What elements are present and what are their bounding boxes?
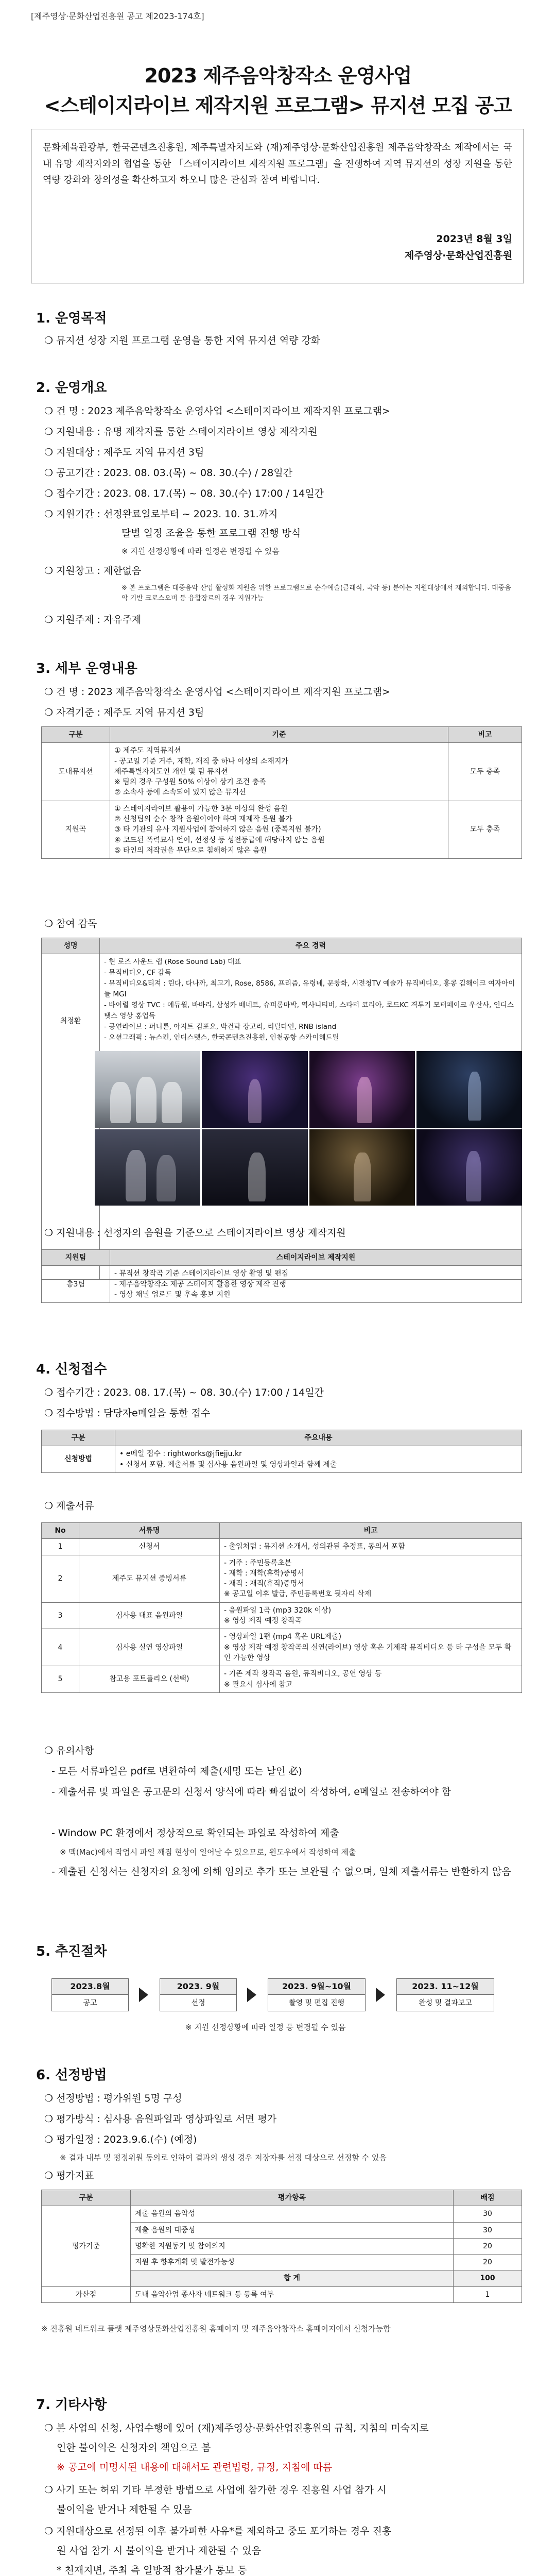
s7-line: * 천재지변, 주최 측 일방적 참가불가 통보 등 [57, 2565, 247, 2576]
s3-line3: ❍ 지원내용 : 선정자의 음원을 기준으로 스테이지라이브 영상 제작지원 [44, 1227, 346, 1239]
s4-line2: ❍ 접수방법 : 담당자e메일을 통한 접수 [44, 1408, 211, 1419]
doc-no: 1 [42, 1539, 79, 1555]
stage-photo [416, 1129, 522, 1206]
note-line: - 제출된 신청서는 신청자의 요청에 의해 임의로 추가 또는 보완될 수 없으며, 일체 제출서류는 반환하지 않음 [51, 1866, 511, 1877]
doc-note [220, 1555, 522, 1602]
support-line: - 제주음악창작소 제공 스테이지 활용한 영상 제작 진행 [114, 1280, 286, 1289]
table-row [42, 2286, 522, 2302]
s2-line3: ❍ 지원대상 : 제주도 지역 뮤지션 3팀 [44, 447, 204, 458]
doc-note-line: - 재학 : 재학(휴학)증명서 [224, 1569, 304, 1578]
s6-line4: ❍ 평가지표 [44, 2170, 94, 2181]
s2-line1: ❍ 건 명 : 2023 제주음악창작소 운영사업 <스테이지라이브 제작지원 프로그램> [44, 405, 390, 417]
criteria-row2-line: ⑤ 타인의 저작권을 무단으로 침해하지 않은 음원 [114, 846, 267, 855]
doc-note-line: - 출입처럼 : 뮤지션 소개서, 성의관된 추정표, 동의서 포함 [224, 1543, 405, 1551]
apply-header-type: 구분 [42, 1430, 115, 1446]
apply-line: • e메일 접수 : rightworks@jfiejju.kr [119, 1450, 242, 1459]
table-row [42, 801, 522, 858]
process-step [160, 1978, 237, 2011]
doc-note-line: ※ 공고일 이후 발급, 주민등록번호 뒷자리 삭제 [224, 1590, 372, 1599]
process-step-label: 공고 [83, 1999, 97, 2007]
page-title-line1: 2023 제주음악창작소 운영사업 [144, 64, 412, 87]
stage-photo-grid [95, 1051, 522, 1206]
career-line: - 현 로즈 사운드 랩 (Rose Sound Lab) 대표 [104, 958, 241, 967]
table-row [42, 1266, 522, 1303]
doc-note [220, 1666, 522, 1693]
eval-header-item: 평가항목 [131, 2190, 454, 2206]
apply-line: • 신청서 포함, 제출서류 및 심사용 음원파일 및 영상파일과 함께 제출 [119, 1460, 337, 1469]
criteria-row2-line: ① 스테이지라이브 활용이 가능한 3분 이상의 완성 음원 [114, 804, 288, 813]
criteria-header-note: 비고 [448, 727, 522, 743]
apply-header-content: 주요내용 [115, 1430, 522, 1446]
process-step-period: 2023. 11~12월 [397, 1979, 494, 1995]
doc-note-line: ※ 필요시 심사에 참고 [224, 1680, 293, 1689]
s7-line: ❍ 지원대상으로 선정된 이후 불가피한 사유*를 제외하고 중도 포기하는 경우 진흥 [44, 2526, 392, 2537]
doc-note-line: - 음원파일 1곡 (mp3 320k 이상) [224, 1606, 332, 1615]
s3-sub-staff: ❍ 참여 감독 [44, 918, 97, 929]
criteria-row1-line: - 공고일 기준 거주, 재학, 재직 중 하나 이상의 소재지가 [114, 757, 289, 766]
process-step-period: 2023. 9월~10월 [268, 1979, 365, 1995]
process-step-label: 선정 [191, 1999, 205, 2007]
apply-content [115, 1446, 522, 1473]
s7-line: 원 사업 참가 시 불이익을 받거나 제한될 수 있음 [57, 2545, 262, 2556]
s2-line2: ❍ 지원내용 : 유명 제작자를 통한 스테이지라이브 영상 제작지원 [44, 426, 318, 437]
support-table [41, 1249, 522, 1303]
intro-box [31, 129, 524, 283]
s3-line2: ❍ 자격기준 : 제주도 지역 뮤지션 3팀 [44, 707, 204, 718]
doc-name: 심사용 실연 영상파일 [79, 1629, 220, 1666]
section-6-title: 6. 선정방법 [36, 2067, 107, 2083]
section-7-title: 7. 기타사항 [36, 2397, 107, 2413]
eval-extra-item: 도내 음악산업 종사자 네트워크 등 등록 여부 [131, 2286, 454, 2302]
support-header-content: 스테이지라이브 제작지원 [110, 1250, 522, 1266]
eval-header-score: 배점 [454, 2190, 522, 2206]
notes-title: ❍ 유의사항 [44, 1745, 94, 1756]
criteria-header-type: 구분 [42, 727, 110, 743]
criteria-row1-line: ② 소속사 등에 소속되어 있지 않은 뮤지션 [114, 788, 246, 797]
note-line: - Window PC 환경에서 정상적으로 확인되는 파일로 작성하여 제출 [51, 1827, 339, 1839]
eval-extra-label: 가산점 [42, 2286, 131, 2302]
doc-name: 심사용 대표 음원파일 [79, 1602, 220, 1629]
support-content [110, 1266, 522, 1303]
criteria-row2-line: ③ 타 기관의 유사 지원사업에 참여하지 않은 음원 (중복지원 불가) [114, 825, 321, 834]
doc-note-line: ※ 영상 제작 예정 창작곡 [224, 1617, 302, 1625]
s2-line5: ❍ 접수기간 : 2023. 08. 17.(목) ~ 08. 30.(수) 17:00 / 14일간 [44, 488, 324, 499]
eval-item: 지원 후 향후계획 및 발전가능성 [131, 2255, 454, 2270]
career-line: - 뮤직비디오&티져 : 린다, 다나까, 최고기, Rose, 8586, 프리즘, 유령네, 문창화, 시전청TV 예술가 뮤직비디오, 홍콩 김해이크 여자아이들 MGI [104, 979, 515, 999]
eval-item: 제출 음원의 대중성 [131, 2222, 454, 2238]
criteria-table [41, 726, 522, 859]
process-step [268, 1978, 366, 2011]
intro-date: 2023년 8월 3일 [436, 233, 512, 245]
docs-header-name: 서류명 [79, 1523, 220, 1539]
stage-photo [95, 1051, 200, 1128]
process-flow [41, 1978, 522, 2014]
s1-line: ❍ 뮤지션 성장 지원 프로그램 운영을 통한 지역 뮤지션 역량 강화 [44, 335, 321, 346]
apply-label: 신청방법 [42, 1446, 115, 1473]
arrow-right-icon [376, 1988, 385, 2002]
section-1-title: 1. 운영목적 [36, 311, 107, 326]
criteria-row1-line: ※ 팀의 경우 구성원 50% 이상이 상기 조건 충족 [114, 778, 266, 787]
s7-line: ❍ 사기 또는 허위 기타 부정한 방법으로 사업에 참가한 경우 진흥원 사업 참가 시 [44, 2484, 387, 2496]
doc-note-line: - 거주 : 주민등록초본 [224, 1558, 292, 1567]
criteria-row2-note: 모두 충족 [448, 801, 522, 858]
criteria-row2-text [110, 801, 448, 858]
doc-no: 4 [42, 1629, 79, 1666]
eval-header-type: 구분 [42, 2190, 131, 2206]
table-row [42, 2206, 522, 2222]
table-row [42, 1446, 522, 1473]
eval-item: 명확한 지원동기 및 참여의지 [131, 2238, 454, 2254]
intro-org: 제주영상·문화산업진흥원 [404, 250, 512, 261]
apply-method-table [41, 1430, 522, 1473]
eval-total-label: 합 계 [131, 2270, 454, 2286]
process-note: ※ 지원 선정상황에 따라 일정 등 변경될 수 있음 [185, 2023, 346, 2032]
criteria-row1-label: 도내뮤지션 [42, 743, 110, 801]
criteria-row2-line: ④ 코드된 폭력묘사 언어, 선정성 등 성전등급에 해당하지 않는 음원 [114, 836, 325, 844]
eval-score: 20 [454, 2238, 522, 2254]
section-5-title: 5. 추진절차 [36, 1944, 107, 1959]
doc-note-line: - 재직 : 재직(휴직)증명서 [224, 1580, 304, 1588]
doc-note-line: - 기존 제작 창작곡 음원, 뮤직비디오, 공연 영상 등 [224, 1670, 382, 1679]
support-line: - 영상 채널 업로드 및 후속 홍보 지원 [114, 1290, 231, 1299]
doc-name: 제주도 뮤지션 증빙서류 [79, 1555, 220, 1602]
s4-line1: ❍ 접수기간 : 2023. 08. 17.(목) ~ 08. 30.(수) 17:00 / 14일간 [44, 1387, 324, 1398]
table-row [42, 743, 522, 801]
table-row [42, 1602, 522, 1629]
section-4-title: 4. 신청접수 [36, 1362, 107, 1377]
career-line: - 바이럴 영상 TVC : 에듀윌, 바바리, 삼성카 배네트, 슈퍼롱마박, 역사니티버, 스타터 코리아, 로드KC 격투기 모터페이크 우산사, 인디스탯스 영상 홍업독 [104, 1001, 514, 1020]
doc-no: 2 [42, 1555, 79, 1602]
documents-table [41, 1522, 522, 1693]
table-row [42, 1666, 522, 1693]
arrow-right-icon [139, 1988, 148, 2002]
stage-photo [202, 1129, 307, 1206]
criteria-header-criteria: 기준 [110, 727, 448, 743]
eval-score: 30 [454, 2222, 522, 2238]
doc-note-line: ※ 영상 제작 예정 창작곡의 실연(라이브) 영상 혹은 기제작 뮤직비디오 등 타 구성을 모두 확인 가능한 영상 [224, 1643, 512, 1662]
doc-note [220, 1539, 522, 1555]
support-line: - 뮤직션 창작곡 기준 스테이지라이브 영상 촬영 및 편집 [114, 1269, 289, 1278]
document-number: [제주영상·문화산업진흥원 공고 제2023-174호] [31, 11, 204, 21]
process-step [396, 1978, 494, 2011]
s3-line1: ❍ 건 명 : 2023 제주음악창작소 운영사업 <스테이지라이브 제작지원 프로그램> [44, 686, 390, 698]
support-team-count: 총3팀 [42, 1266, 110, 1303]
note-line: - 모든 서류파일은 pdf로 변환하여 제출(세명 또는 날인 必) [51, 1766, 302, 1777]
doc-name: 참고용 포트폴리오 (선택) [79, 1666, 220, 1693]
s7-line: ❍ 본 사업의 신청, 사업수행에 있어 (재)제주영상·문화산업진흥원의 규칙, 지침의 미숙지로 [44, 2422, 429, 2434]
stage-photo [416, 1051, 522, 1128]
arrow-right-icon [247, 1988, 256, 2002]
eval-item: 제출 음원의 음악성 [131, 2206, 454, 2222]
eval-score: 30 [454, 2206, 522, 2222]
process-step-period: 2023. 9월 [160, 1979, 236, 1995]
docs-header-note: 비고 [220, 1523, 522, 1539]
s7-line-highlight: ※ 공고에 미명시된 내용에 대해서도 관련법령, 규정, 지침에 따름 [57, 2462, 333, 2473]
criteria-row1-text [110, 743, 448, 801]
s2-line6: ❍ 지원기간 : 선정완료일로부터 ~ 2023. 10. 31.까지 [44, 509, 278, 520]
s6-line3: ❍ 평가일정 : 2023.9.6.(수) (예정) [44, 2134, 197, 2145]
s2-line6c: ※ 지원 선정상황에 따라 일정은 변경될 수 있음 [121, 547, 280, 556]
doc-note-line: - 영상파일 1편 (mp4 혹은 URL제출) [224, 1633, 342, 1641]
section-3-title: 3. 세부 운영내용 [36, 661, 137, 676]
s2-line6b: 탈별 일정 조율을 통한 프로그램 진행 방식 [121, 528, 301, 539]
intro-text: 문화체육관광부, 한국콘텐츠진흥원, 제주특별자치도와 (재)제주영상·문화산업진흥원 제주음악창작소 제작에서는 국내 유망 제작자와의 협업을 통한 「스테이지라이브 제작지원 프로그램」을 진행하여 지역 뮤지션의 성장 지원을 통한 역량 강화와 창의성을 확산하고자 하오니 많은 관심과 참여 바랍니다. [43, 142, 512, 185]
s2-line7b: ※ 본 프로그램은 대중음악 산업 활성화 지원을 위한 프로그램으로 순수예술(클래식, 국악 등) 분야는 지원대상에서 제외합니다. 대중음악 기반 크로스오버 등 융합장르의 경우 지원가능 [121, 584, 511, 602]
eval-score: 20 [454, 2255, 522, 2270]
support-header-team: 지원팀 [42, 1250, 110, 1266]
s7-line: 인한 불이익은 신청자의 책임으로 봄 [57, 2442, 211, 2453]
doc-note [220, 1629, 522, 1666]
stage-photo [309, 1129, 415, 1206]
doc-note [220, 1602, 522, 1629]
s6-line1: ❍ 선정방법 : 평가위원 5명 구성 [44, 2093, 182, 2104]
criteria-row2-label: 지원곡 [42, 801, 110, 858]
stage-photo [309, 1051, 415, 1128]
evaluation-table [41, 2190, 522, 2303]
note-line: - 제출서류 및 파일은 공고문의 신청서 양식에 따라 빠짐없이 작성하여, e메일로 전송하여야 함 [51, 1786, 451, 1798]
s6-line2: ❍ 평가방식 : 심사용 음원파일과 영상파일로 서면 평가 [44, 2113, 277, 2125]
stage-photo [202, 1051, 307, 1128]
criteria-row1-note: 모두 충족 [448, 743, 522, 801]
s4-sub-docs: ❍ 제출서류 [44, 1500, 94, 1512]
eval-group: 평가기준 [42, 2206, 131, 2286]
s6-line3b: ※ 결과 내부 및 평정위원 동의로 인하여 결과의 생성 경우 저장자를 선정 대상으로 선정할 수 있음 [60, 2153, 387, 2162]
s7-line: 불이익을 받거나 제한될 수 있음 [57, 2504, 192, 2515]
table-row [42, 1539, 522, 1555]
career-line: - 공연라이브 : 퍼니톤, 아지트 김포요, 박건탁 장고리, 리틸다인, RNB island [104, 1022, 337, 1031]
career-line: - 오션그래픽 : 뉴스킨, 인디스텟스, 한국콘텐츠진흥원, 인천공항 스카이헤드틸 [104, 1033, 339, 1042]
stage-photo [95, 1129, 200, 1206]
table-row [42, 1555, 522, 1602]
director-name: 최정환 [42, 954, 100, 1280]
director-header-name: 성명 [42, 938, 100, 954]
criteria-row1-line: 제주특별자치도인 개인 및 팀 뮤지션 [114, 767, 228, 776]
doc-no: 3 [42, 1602, 79, 1629]
career-line: - 뮤직비디오, CF 감독 [104, 969, 171, 977]
section-2-title: 2. 운영개요 [36, 380, 107, 396]
page-title-line2: <스테이지라이브 제작지원 프로그램> 뮤지션 모집 공고 [44, 94, 512, 117]
process-step-period: 2023.8월 [52, 1979, 128, 1995]
criteria-row2-line: ② 신청팀의 순수 창작 음원이어야 하며 재제작 음원 불가 [114, 815, 292, 824]
eval-note: ※ 진흥원 네트워크 플랫 제주영상문화산업진흥원 홈페이지 및 제주음악창작소 홈페이지에서 신청가능함 [41, 2324, 391, 2333]
process-step-label: 촬영 및 편집 진행 [288, 1999, 345, 2007]
director-header-career: 주요 경력 [100, 938, 522, 954]
eval-extra-score: 1 [454, 2286, 522, 2302]
doc-name: 신청서 [79, 1539, 220, 1555]
docs-header-no: No [42, 1523, 79, 1539]
s2-line8: ❍ 지원주제 : 자유주제 [44, 614, 142, 625]
s2-line7: ❍ 지원창고 : 제한없음 [44, 565, 142, 577]
process-step [51, 1978, 129, 2011]
process-step-label: 완성 및 결과보고 [419, 1999, 472, 2007]
table-row [42, 1629, 522, 1666]
note-line: ※ 맥(Mac)에서 작업시 파일 깨짐 현상이 일어날 수 있으므로, 윈도우에서 작성하여 제출 [60, 1848, 356, 1857]
doc-no: 5 [42, 1666, 79, 1693]
criteria-row1-line: ① 제주도 지역뮤지션 [114, 747, 181, 755]
s2-line4: ❍ 공고기간 : 2023. 08. 03.(목) ~ 08. 30.(수) / 28일간 [44, 467, 293, 479]
eval-total: 100 [454, 2270, 522, 2286]
